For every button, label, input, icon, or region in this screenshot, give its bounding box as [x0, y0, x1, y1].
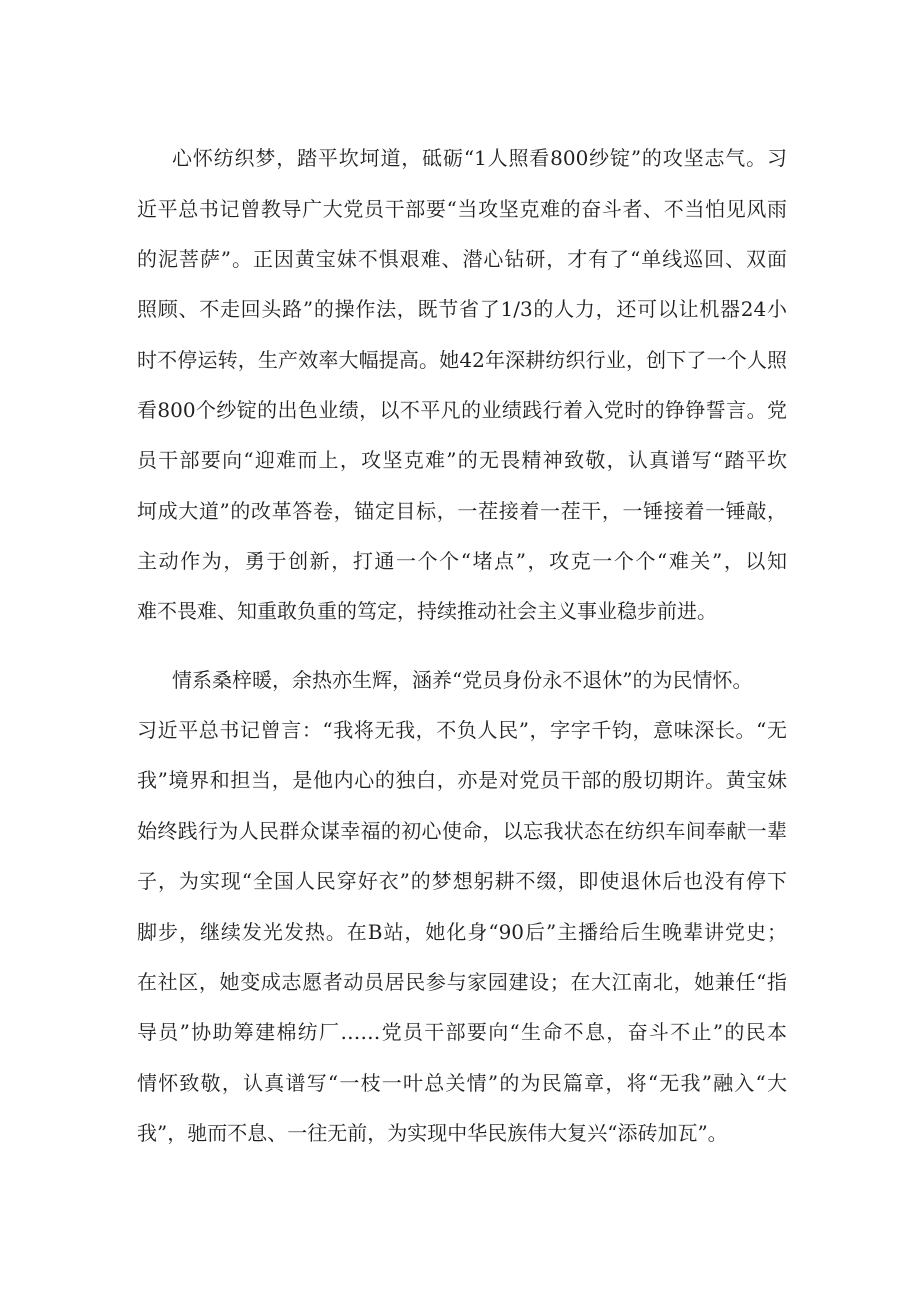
paragraph-1-line-7: 员干部要向“迎难而上，攻坚克难”的无畏精神致敬，认真谱写“踏平坎: [137, 448, 787, 472]
paragraph-2-line-8: 导员”协助筹建棉纺厂……党员干部要向“生命不息，奋斗不止”的民本: [137, 1020, 787, 1044]
paragraph-2-line-4: 始终践行为人民群众谋幸福的初心使命，以忘我状态在纺织车间奉献一辈: [137, 819, 787, 843]
paragraph-2-line-6: 脚步，继续发光发热。在B站，她化身“90后”主播给后生晚辈讲党史；: [137, 920, 787, 944]
paragraph-2-line-2: 习近平总书记曾言：“我将无我，不负人民”，字字千钧，意味深长。“无: [137, 718, 787, 742]
paragraph-1-line-10: 难不畏难、知重敢负重的笃定，持续推动社会主义事业稳步前进。: [137, 599, 717, 623]
paragraph-1-line-1: 心怀纺织梦，踏平坎坷道，砥砺“1人照看800纱锭”的攻坚志气。习: [172, 146, 787, 170]
paragraph-2-line-10: 我”，驰而不息、一往无前，为实现中华民族伟大复兴“添砖加瓦”。: [137, 1121, 728, 1145]
paragraph-2-line-1: 情系桑梓暖，余热亦生辉，涵养“党员身份永不退休”的为民情怀。: [172, 668, 753, 692]
paragraph-1-line-4: 照顾、不走回头路”的操作法，既节省了1/3的人力，还可以让机器24小: [137, 297, 787, 321]
paragraph-1-line-8: 坷成大道”的改革答卷，锚定目标，一茬接着一茬干，一锤接着一锤敲，: [137, 499, 787, 523]
paragraph-1-line-5: 时不停运转，生产效率大幅提高。她42年深耕纺织行业，创下了一个人照: [137, 348, 787, 372]
paragraph-2-line-7: 在社区，她变成志愿者动员居民参与家园建设；在大江南北，她兼任“指: [137, 970, 787, 994]
paragraph-2-line-9: 情怀致敬，认真谱写“一枝一叶总关情”的为民篇章，将“无我”融入“大: [137, 1071, 787, 1095]
paragraph-1-line-3: 的泥菩萨”。正因黄宝妹不惧艰难、潜心钻研，才有了“单线巡回、双面: [137, 247, 787, 271]
paragraph-2-line-5: 子，为实现“全国人民穿好衣”的梦想躬耕不缀，即使退休后也没有停下: [137, 869, 787, 893]
paragraph-1-line-2: 近平总书记曾教导广大党员干部要“当攻坚克难的奋斗者、不当怕见风雨: [137, 197, 787, 221]
paragraph-1-line-6: 看800个纱锭的出色业绩，以不平凡的业绩践行着入党时的铮铮誓言。党: [137, 398, 787, 422]
paragraph-1-line-9: 主动作为，勇于创新，打通一个个“堵点”，攻克一个个“难关”，以知: [137, 549, 787, 573]
paragraph-2-line-3: 我”境界和担当，是他内心的独白，亦是对党员干部的殷切期许。黄宝妹: [137, 768, 787, 792]
